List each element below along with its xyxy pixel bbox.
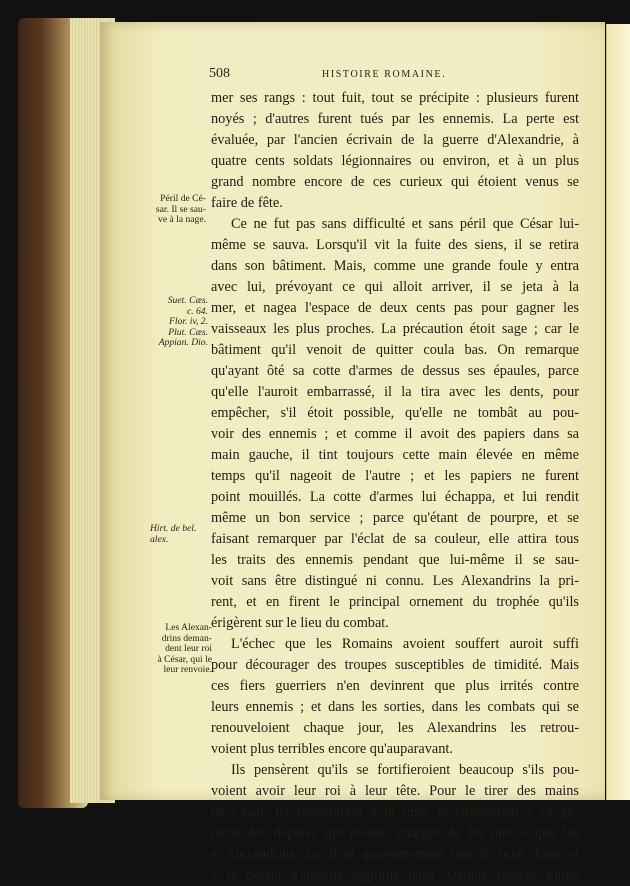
text-line: renouveloient chaque jour, les Alexandrins les retrou- [211,720,579,736]
margin-note-line: Les Alexan- [165,622,212,633]
text-line: même se sauva. Lorsqu'il vit la fuite des siens, il se retira [211,237,579,253]
text-line: qu'ayant ôté sa cotte d'armes de dessus ses épaules, parce [211,363,579,379]
margin-note-line: à César, qui le [157,653,212,665]
text-line: bâtiment qu'il venoit de quitter coula bas. On remarque [211,342,579,358]
margin-note-sources [150,296,208,349]
text-line: même un bon service ; parce qu'étant de pourpre, et se [211,510,579,526]
text-line: vaisseaux les plus proches. La précaution étoit sage ; car le [211,321,579,337]
margin-note-line: drins deman- [161,632,212,644]
text-line: qu'elle l'auroit embarrassé, il la tira avec les dents, pour [211,384,579,400]
margin-note-line: ve à la nage. [158,214,206,225]
text-line: leurs ennemis ; et dans les sorties, dans les combats qui se [211,699,579,715]
margin-note-line: alex. [150,533,169,545]
margin-note-line: Flor. iv, 2. [169,316,208,327]
margin-note-line: Suet. Cæs. [167,295,208,306]
text-line: faisant remarquer par l'éclat de sa couleur, elle attira tous [211,531,579,547]
margin-note-line: Hirt. de bel. [150,523,197,534]
body-text [211,88,579,886]
text-line: faire de fête. [211,195,283,211]
margin-note-peril [150,194,206,226]
text-line: Ils pensèrent qu'ils se fortifieroient beaucoup s'ils pou- [231,762,579,778]
text-line: voient avoir leur roi à leur tête. Pour le tirer des mains [211,783,579,799]
text-line: de César, ils recoururent à la ruse, et envoyèrent à ce gé- [211,804,579,820]
text-line: temps qu'il nageoit de l'autre ; et les papiers ne furent [211,468,579,484]
text-line: voient plus terribles encore qu'auparavant. [211,741,453,757]
text-line: mer, et nagea l'espace de deux cents pas pour gagner les [211,300,579,316]
margin-note-line: sar. Il se sau- [155,203,206,215]
text-line: voir des ennemis ; et comme il avoit des papiers dans sa [211,426,579,442]
text-line: pour décourager des troupes susceptibles de timidité. Mais [211,657,579,673]
text-line: point mouillés. La cotte d'armes lui échappa, et lui rendit [211,489,579,505]
text-line: ces fiers guerriers n'en devinrent que plus irrités contre [211,678,579,694]
margin-note-hirtius [150,524,212,545]
margin-note-line: c. 64. [186,305,208,317]
text-line: érigèrent sur le lieu du combat. [211,615,389,631]
page-number: 508 [209,66,230,81]
text-line: main gauche, il tint toujours cette main élevée en même [211,447,579,463]
text-line: noyés ; d'autres furent tués par les ennemis. La perte est [211,111,579,127]
text-line: empêcher, s'il étoit possible, qu'elle ne tombât au pou- [211,405,579,421]
text-line: mer ses rangs : tout fuit, tout se précipite : plusieurs furent [211,90,579,106]
margin-note-line: Péril de Cé- [160,193,206,204]
margin-note-alexandrins [148,623,212,676]
text-line: les traits des ennemis pendant que lui-même il se sau- [211,552,579,568]
text-line: grand nombre encore de ces curieux qui étoient venus se [211,174,579,190]
running-title: HISTOIRE ROMAINE. [322,69,447,80]
page-header [209,66,584,86]
text-line: « Alexandrins, las d'un gouvernement que le sexe, l'âge et [211,846,579,862]
margin-note-line: leur renvoie. [163,664,212,675]
margin-note-line: Appian. Dio. [158,337,208,348]
text-line: quatre cents soldats légionnaires ou environ, et à un plus [211,153,579,169]
text-line: rent, et en firent le principal ornement du trophée qu'ils [211,594,579,610]
facing-page-edge [606,24,630,800]
text-line: voit sans être distingué ni connu. Les Alexandrins la pri- [211,573,579,589]
text-line: Ce ne fut pas sans difficulté et sans péril que César lui- [231,216,579,232]
text-line: « le défaut d'autorité légitime dans Arsinoé rendoit foible [211,867,579,883]
text-line: dans son bâtiment. Mais, comme une grande foule y entra [211,258,579,274]
margin-note-line: dent leur roi [165,643,212,654]
margin-note-line: Plut. Cæs. [168,326,208,338]
text-line: avec lui, prévoyant ce qui alloit arriver, il se jeta à la [211,279,579,295]
text-line: L'échec que les Romains avoient souffert auroit suffi [231,636,579,652]
text-line: évaluée, par l'ancien écrivain de la guerre d'Alexandrie, à [211,132,579,148]
text-line: néral des députés qui étoient chargés de lui dire « que les [211,825,579,841]
